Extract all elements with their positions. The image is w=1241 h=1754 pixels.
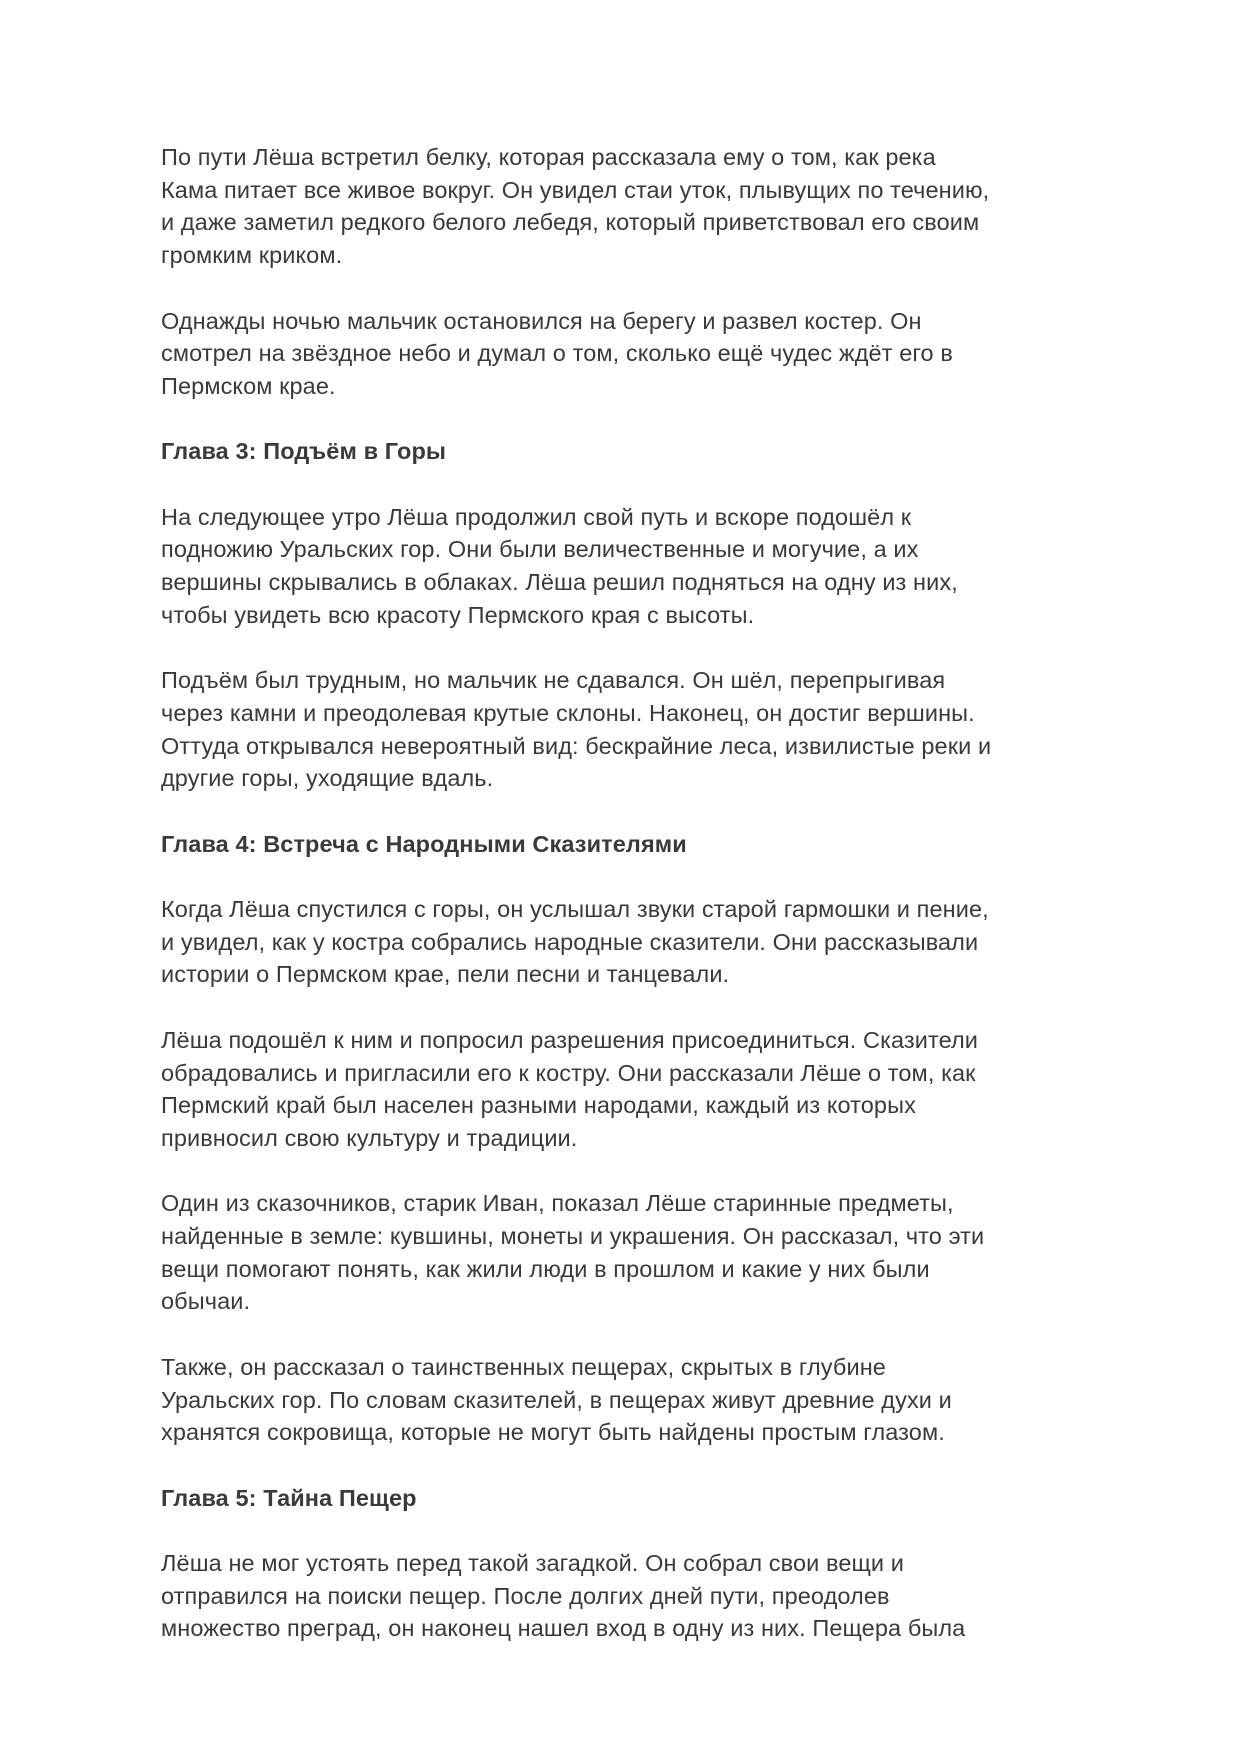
text-line: смотрел на звёздное небо и думал о том, сколько ещё чудес ждёт его в [161, 340, 953, 367]
chapter-heading [161, 1482, 1101, 1515]
paragraph [161, 1024, 1101, 1155]
text-line: вещи помогают понять, как жили люди в прошлом и какие у них были [161, 1255, 930, 1282]
chapter-heading [161, 435, 1101, 468]
text-line: привносил свою культуру и традиции. [161, 1124, 578, 1151]
text-line: Лёша не мог устоять перед такой загадкой. Он собрал свои вещи и [161, 1550, 905, 1577]
text-line: Пермский край был населен разными народами, каждый из которых [161, 1092, 916, 1119]
text-line: истории о Пермском крае, пели песни и танцевали. [161, 961, 730, 988]
text-line: Уральских гор. По словам сказителей, в пещерах живут древние духи и [161, 1386, 952, 1413]
paragraph [161, 1187, 1101, 1318]
text-line: Однажды ночью мальчик остановился на берегу и развел костер. Он [161, 307, 922, 334]
chapter-heading [161, 828, 1101, 861]
heading-text: Глава 5: Тайна Пещер [161, 1484, 417, 1511]
paragraph [161, 141, 1101, 272]
heading-text: Глава 4: Встреча с Народными Сказителями [161, 830, 687, 857]
text-line: найденные в земле: кувшины, монеты и украшения. Он рассказал, что эти [161, 1223, 985, 1250]
text-line: через камни и преодолевая крутые склоны. Наконец, он достиг вершины. [161, 699, 975, 726]
text-line: Оттуда открывался невероятный вид: бескрайние леса, извилистые реки и [161, 732, 992, 759]
text-line: На следующее утро Лёша продолжил свой путь и вскоре подошёл к [161, 503, 912, 530]
text-line: Также, он рассказал о таинственных пещерах, скрытых в глубине [161, 1353, 886, 1380]
text-line: Кама питает все живое вокруг. Он увидел стаи уток, плывущих по течению, [161, 176, 990, 203]
text-line: чтобы увидеть всю красоту Пермского края с высоты. [161, 601, 755, 628]
text-line: Один из сказочников, старик Иван, показал Лёше старинные предметы, [161, 1190, 954, 1217]
document-body [161, 141, 1101, 1678]
paragraph [161, 501, 1101, 632]
text-line: подножию Уральских гор. Они были величественные и могучие, а их [161, 536, 919, 563]
text-line: Лёша подошёл к ним и попросил разрешения присоединиться. Сказители [161, 1026, 979, 1053]
text-line: Пермском крае. [161, 372, 336, 399]
text-line: Когда Лёша спустился с горы, он услышал звуки старой гармошки и пение, [161, 896, 989, 923]
paragraph [161, 1547, 1101, 1645]
text-line: хранятся сокровища, которые не могут быть найдены простым глазом. [161, 1419, 945, 1446]
text-line: и увидел, как у костра собрались народные сказители. Они рассказывали [161, 928, 979, 955]
paragraph [161, 664, 1101, 795]
text-line: другие горы, уходящие вдаль. [161, 765, 494, 792]
paragraph [161, 305, 1101, 403]
paragraph [161, 1351, 1101, 1449]
paragraph [161, 893, 1101, 991]
text-line: отправился на поиски пещер. После долгих дней пути, преодолев [161, 1582, 890, 1609]
text-line: По пути Лёша встретил белку, которая рассказала ему о том, как река [161, 144, 936, 170]
text-line: Подъём был трудным, но мальчик не сдавался. Он шёл, перепрыгивая [161, 667, 946, 694]
text-line: множество преград, он наконец нашел вход в одну из них. Пещера была [161, 1615, 966, 1642]
heading-text: Глава 3: Подъём в Горы [161, 438, 447, 465]
text-line: обычаи. [161, 1288, 251, 1315]
text-line: и даже заметил редкого белого лебедя, который приветствовал его своим [161, 209, 980, 236]
text-line: обрадовались и пригласили его к костру. Они рассказали Лёше о том, как [161, 1059, 976, 1086]
text-line: громким криком. [161, 242, 343, 269]
text-line: вершины скрывались в облаках. Лёша решил подняться на одну из них, [161, 569, 958, 596]
